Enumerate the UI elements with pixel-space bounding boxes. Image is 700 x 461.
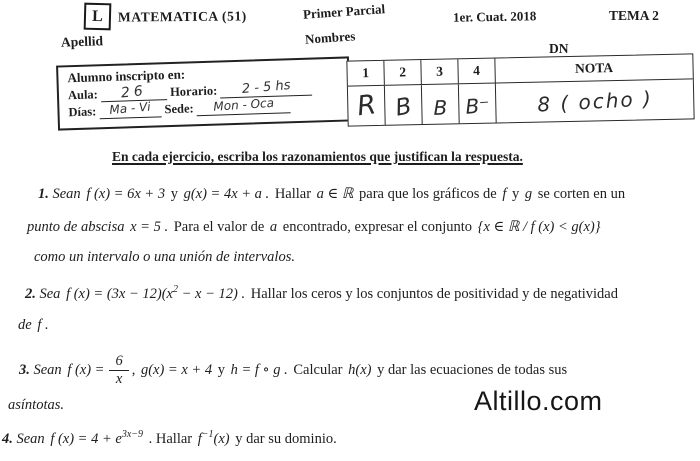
- handwritten-nota: 8 ( ocho ): [536, 85, 654, 117]
- e3-fraction-numerator: 6: [109, 354, 128, 371]
- exercise-1-line-3: como un intervalo o una unión de intervalos.: [34, 249, 295, 265]
- e1-a-symbol: a: [269, 219, 278, 235]
- e3-comma: ,: [131, 362, 136, 379]
- handwritten-mark-2: B: [393, 92, 414, 122]
- sede-handwritten-value: Mon - Oca: [212, 95, 275, 114]
- e3-y: y: [217, 362, 225, 379]
- e2-text: Hallar los ceros y los conjuntos de positividad y de negatividad: [250, 285, 618, 302]
- grade-table-body-row: [348, 79, 694, 125]
- e1-f-symbol: f: [502, 186, 507, 202]
- e3-f-pre: f (x) =: [67, 362, 105, 379]
- exam-type: Primer Parcial: [302, 1, 386, 22]
- grade-header-4: 4: [458, 59, 495, 84]
- exercise-4-line-1: [2, 429, 337, 448]
- grade-cell-3: [422, 84, 460, 124]
- e4-text: y dar su dominio.: [235, 430, 337, 447]
- e2-formula-pre: f (x) = (3x − 12)(x: [66, 285, 173, 302]
- e4-exponent: 3x−9: [121, 429, 144, 440]
- dias-handwritten-value: Ma - Vi: [109, 99, 152, 118]
- aula-handwritten-value: 26: [120, 82, 148, 102]
- e3-g-formula: g(x) = x + 4: [140, 362, 213, 379]
- e1-text-2: se corten en un: [537, 186, 626, 202]
- e3-text-2: y dar las ecuaciones de todas sus: [377, 362, 568, 379]
- enrollment-box: [56, 56, 351, 130]
- nombres-label: Nombres: [304, 28, 356, 47]
- dias-field: [99, 101, 161, 119]
- exercise-2-line-2: [18, 317, 51, 334]
- e1-y2: y: [512, 186, 520, 202]
- e1-l2-text-a: punto de abscisa: [27, 219, 125, 235]
- e1-g-symbol: g: [524, 186, 533, 202]
- e1-l2-text-e: encontrado, expresar el conjunto: [282, 219, 473, 235]
- e4-inverse-base: f: [197, 430, 202, 447]
- e4-formula: [48, 431, 145, 447]
- sede-label: Sede:: [164, 101, 194, 117]
- horario-label: Horario:: [169, 83, 218, 100]
- e4-hallar: . Hallar: [148, 430, 193, 447]
- grade-table: [346, 53, 694, 126]
- handwritten-mark-4: B⁻: [464, 92, 491, 119]
- e2-exponent: 2: [173, 284, 178, 295]
- e1-text-1: para que los gráficos de: [359, 186, 497, 202]
- e2-formula-post: − x − 12) .: [178, 285, 246, 302]
- exercise-3-line-2: asíntotas.: [8, 397, 64, 413]
- e1-intro: Sean: [52, 186, 81, 202]
- e2-f-symbol: f .: [37, 317, 49, 333]
- instruction-line: En cada ejercicio, escriba los razonamientos que justifican la respuesta.: [112, 149, 523, 164]
- exercise-1-line-1: [38, 186, 625, 203]
- grade-cell-4: [459, 84, 497, 124]
- grade-cell-1: [348, 86, 386, 126]
- e4-inverse-exponent: −1: [201, 429, 214, 440]
- e2-formula: [64, 286, 247, 302]
- course-letter: L: [91, 7, 104, 25]
- handwritten-mark-1: R: [355, 89, 378, 123]
- e3-h-formula: h = f ∘ g .: [230, 362, 288, 379]
- e3-fraction-denominator: x: [115, 371, 123, 388]
- exercise-1-line-2: [27, 219, 603, 236]
- exercise-2-number: 2.: [25, 285, 36, 302]
- dni-label: DN: [549, 41, 569, 56]
- horario-handwritten-value: 2 - 5 hs: [241, 78, 292, 98]
- grade-header-1: 1: [347, 61, 384, 86]
- e1-hallar: Hallar: [274, 186, 312, 202]
- grade-cell-2: [385, 85, 423, 125]
- handwritten-mark-3: B: [433, 95, 448, 120]
- e4-inverse-arg: (x): [213, 430, 230, 447]
- e2-l2-de: de: [18, 317, 32, 333]
- course-title: MATEMATICA (51): [117, 8, 247, 25]
- grade-header-3: 3: [421, 59, 458, 84]
- aula-label: Aula:: [67, 87, 99, 103]
- e3-calcular: Calcular: [293, 362, 343, 379]
- exercise-1-number: 1.: [38, 186, 49, 202]
- tema-label: TEMA 2: [609, 8, 659, 23]
- e3-fraction: [106, 354, 131, 387]
- e4-intro: Sean: [16, 430, 45, 447]
- dias-label: Días:: [68, 104, 97, 120]
- e4-formula-pre: f (x) = 4 + e: [50, 430, 122, 447]
- exercise-3-line-1: [19, 354, 567, 387]
- term-label: 1er. Cuat. 2018: [452, 8, 537, 25]
- exercise-4-number: 4.: [2, 430, 13, 447]
- e1-g-formula: g(x) = 4x + a .: [183, 186, 270, 202]
- altillo-watermark: Altillo.com: [474, 386, 603, 416]
- e3-hx: h(x): [348, 362, 372, 379]
- e1-condition: a ∈ ℝ: [316, 186, 354, 202]
- aula-field: [101, 84, 167, 102]
- exercise-2-line-1: [25, 284, 618, 303]
- e1-x-equals-5: x = 5 .: [130, 219, 169, 235]
- e1-y1: y: [170, 186, 178, 202]
- e1-l2-text-c: Para el valor de: [173, 219, 265, 235]
- grade-header-nota: NOTA: [574, 60, 614, 76]
- exercise-3-number: 3.: [19, 362, 30, 379]
- e3-intro: Sean: [33, 362, 62, 379]
- sede-field: [197, 97, 291, 116]
- grade-header-2: 2: [384, 60, 421, 85]
- course-letter-box: [84, 3, 112, 31]
- apellido-label: Apellid: [60, 33, 104, 50]
- e2-intro: Sea: [39, 285, 61, 302]
- e1-f-formula: f (x) = 6x + 3: [86, 186, 166, 202]
- e1-set-expression: {x ∈ ℝ / f (x) < g(x)}: [477, 219, 601, 235]
- e4-inverse: [196, 431, 232, 447]
- grade-cell-nota: [496, 79, 694, 122]
- enrollment-title: Alumno inscripto en:: [67, 66, 186, 86]
